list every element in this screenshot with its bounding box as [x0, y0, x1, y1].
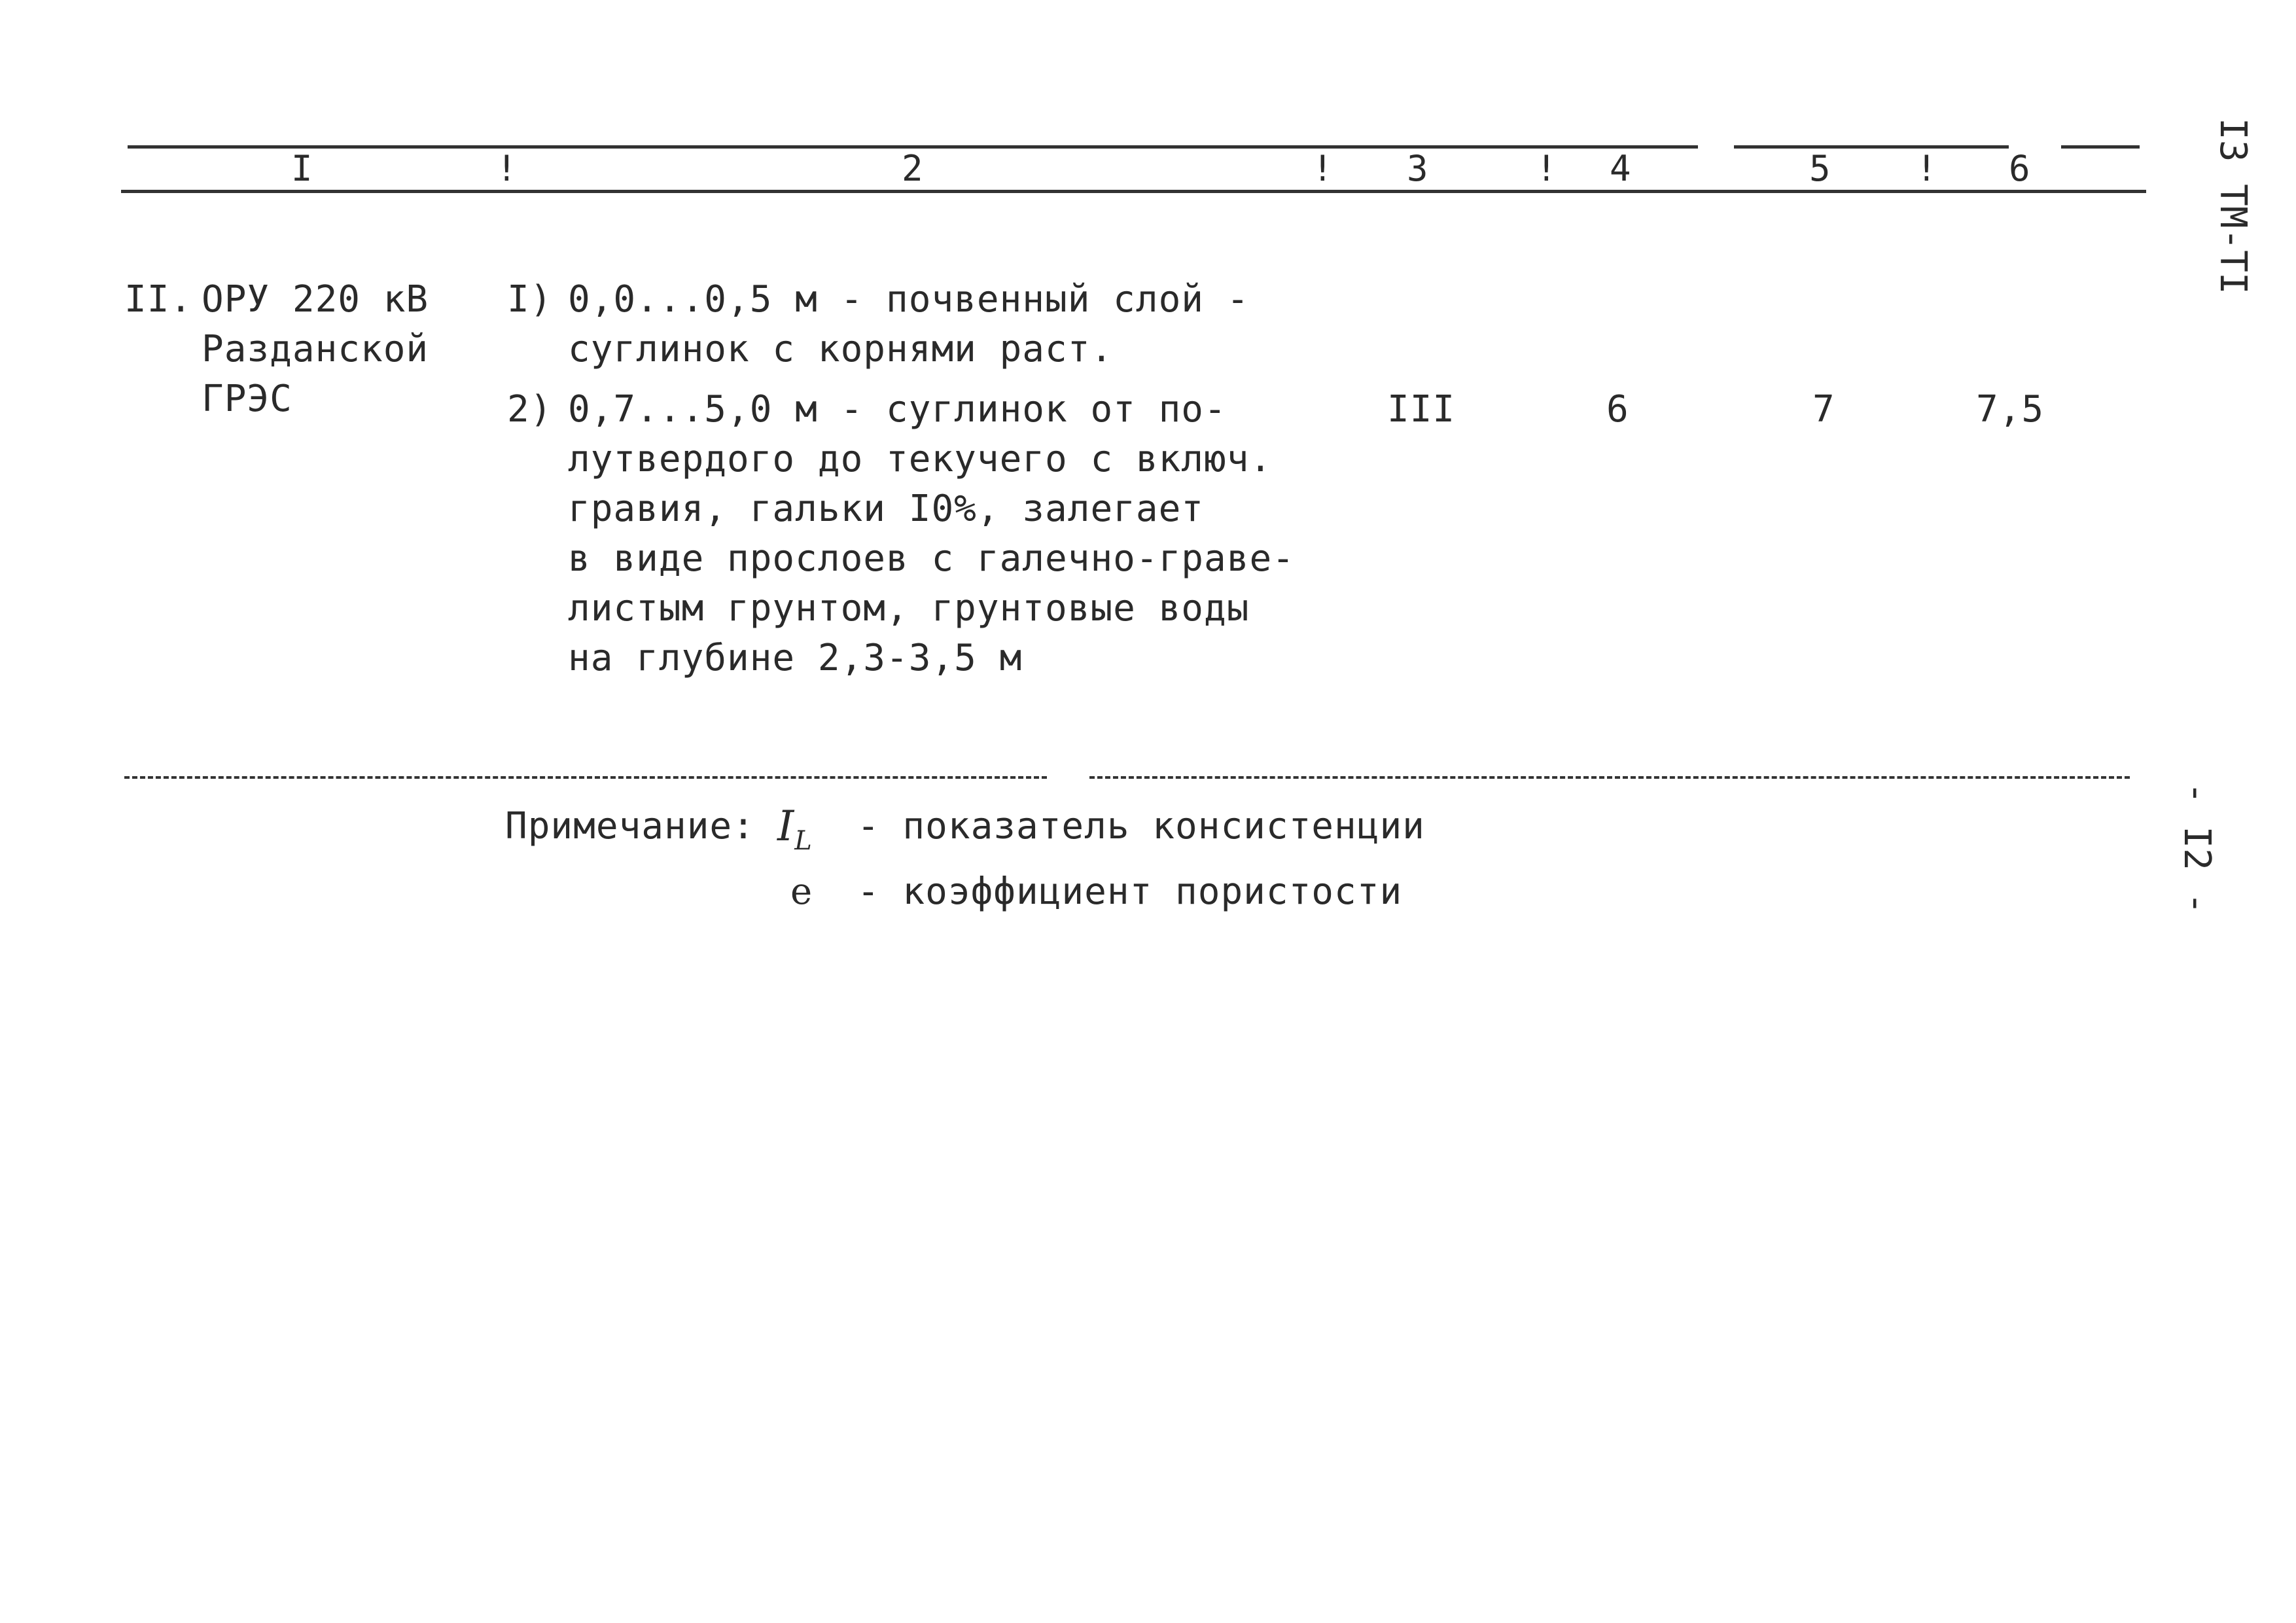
col-5-value: 7: [1812, 388, 1835, 431]
site-line-3: ГРЭС: [202, 378, 292, 420]
layer-2-line-1: 0,7...5,0 м - суглинок от по-: [568, 388, 1227, 431]
header-separator-2: !: [1312, 148, 1333, 189]
header-col-6: 6: [2009, 148, 2030, 189]
note-text-consistency: - показатель консистенции: [857, 805, 1425, 847]
header-col-4: 4: [1610, 148, 1631, 189]
margin-document-code: I3 TM-TI: [2212, 118, 2254, 294]
header-col-5: 5: [1809, 148, 1831, 189]
header-col-2: 2: [902, 148, 923, 189]
layer-2-line-4: в виде прослоев с галечно-граве-: [568, 537, 1295, 580]
layer-1-line-1: 0,0...0,5 м - почвенный слой -: [568, 278, 1250, 321]
note-text-porosity: - коэффициент пористости: [857, 870, 1403, 913]
table-bottom-rule-right: [1089, 776, 2130, 779]
layer-1-line-2: суглинок с корнями раст.: [568, 328, 1114, 370]
row-number: II.: [124, 278, 193, 321]
header-col-1: I: [291, 148, 313, 189]
col-4-value: 6: [1606, 388, 1629, 431]
header-separator-5: !: [1916, 148, 1937, 189]
note-symbol-consistency: $I_L$: [777, 802, 813, 856]
layer-2-line-2: лутвердого до текучего с включ.: [568, 438, 1273, 480]
header-separator-3: !: [1536, 148, 1557, 189]
layer-2-line-3: гравия, гальки I0%, залегает: [568, 488, 1205, 530]
page-number: - I2 -: [2176, 782, 2218, 915]
site-line-1: ОРУ 220 кВ: [202, 278, 429, 321]
layer-2-line-5: листым грунтом, грунтовые воды: [568, 587, 1250, 630]
table-bottom-rule-left: [124, 776, 1047, 779]
note-label: Примечание:: [505, 805, 755, 847]
header-top-rule-mid: [1734, 145, 2009, 149]
layer-1-marker: I): [507, 278, 553, 321]
col-3-value: III: [1387, 388, 1456, 431]
header-separator-1: !: [496, 148, 518, 189]
col-6-value: 7,5: [1976, 388, 2045, 431]
site-line-2: Разданской: [202, 328, 429, 370]
layer-2-marker: 2): [507, 388, 553, 431]
note-symbol-porosity: e: [790, 870, 813, 913]
header-top-rule-right: [2061, 145, 2140, 149]
header-bottom-rule: [121, 190, 2146, 193]
layer-2-line-6: на глубине 2,3-3,5 м: [568, 637, 1023, 679]
header-col-3: 3: [1407, 148, 1428, 189]
